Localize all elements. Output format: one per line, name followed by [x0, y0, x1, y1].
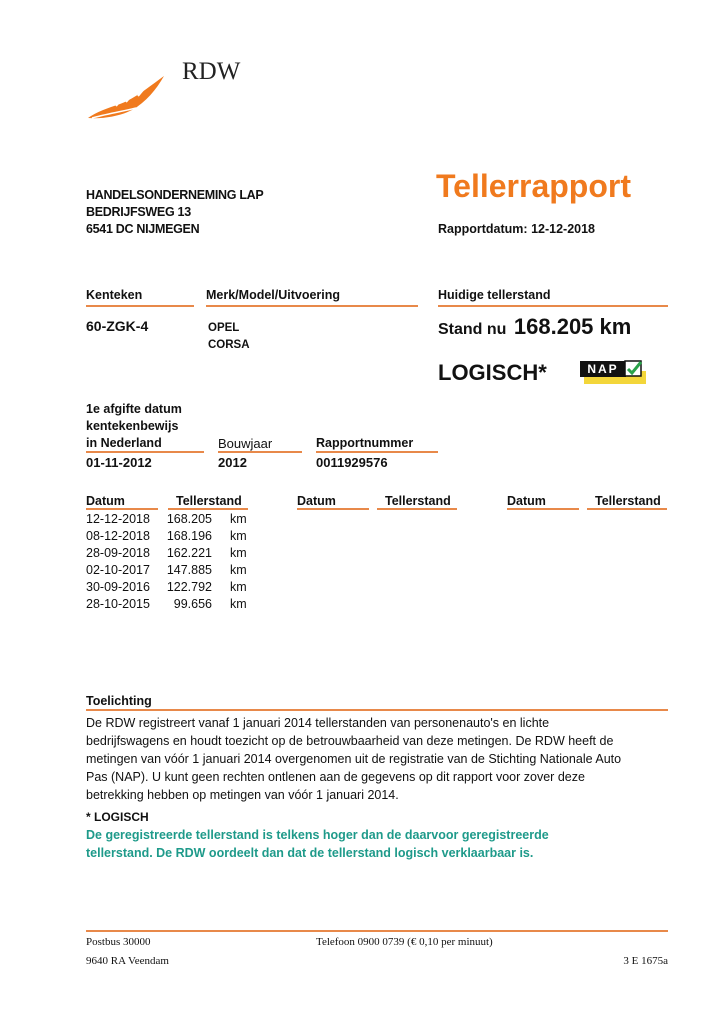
verdict: LOGISCH*: [438, 360, 547, 385]
table-row: [86, 563, 256, 580]
afgifte-value: 01-11-2012: [86, 455, 152, 470]
explanation-heading: Toelichting: [86, 694, 152, 708]
afgifte-label-3: in Nederland: [86, 436, 162, 450]
history-rule-teller-1: [168, 508, 248, 510]
row-date: 30-09-2016: [86, 580, 150, 594]
explanation-line: Pas (NAP). U kunt geen rechten ontlenen aan de gegevens op dit rapport voor zover deze: [86, 770, 585, 784]
row-unit: km: [230, 529, 247, 543]
sender-line-1: HANDELSONDERNEMING LAP: [86, 188, 264, 202]
afgifte-label-1: 1e afgifte datum: [86, 402, 182, 416]
history-rule-datum-2: [297, 508, 369, 510]
history-table: [86, 512, 266, 622]
afgifte-label-2: kentekenbewijs: [86, 419, 179, 433]
bouwjaar-label: Bouwjaar: [218, 436, 273, 451]
table-row: [86, 580, 256, 597]
footnote-line: tellerstand. De RDW oordeelt dan dat de tellerstand logisch verklaarbaar is.: [86, 846, 534, 860]
bouwjaar-rule: [218, 451, 302, 453]
sender-line-2: BEDRIJFSWEG 13: [86, 205, 191, 219]
footnote-line: De geregistreerde tellerstand is telkens hoger dan de daarvoor geregistreerde: [86, 828, 549, 842]
explanation-line: De RDW registreert vanaf 1 januari 2014 tellerstanden van personenauto's en lichte: [86, 716, 550, 730]
explanation-line: bedrijfswagens en houdt toezicht op de betrouwbaarheid van deze metingen. De RDW heeft de: [86, 734, 614, 748]
row-date: 08-12-2018: [86, 529, 150, 543]
table-row: [86, 546, 256, 563]
row-value: 99.656: [173, 597, 212, 611]
nap-badge: NAP: [580, 361, 626, 377]
kenteken-label: Kenteken: [86, 288, 143, 302]
history-rule-datum-1: [86, 508, 158, 510]
rdw-logo: [86, 58, 256, 122]
sender-line-3: 6541 DC NIJMEGEN: [86, 222, 200, 236]
rapport-rule: [316, 451, 438, 453]
history-rule-teller-2: [377, 508, 457, 510]
check-icon: [624, 359, 644, 379]
merk-label: Merk/Model/Uitvoering: [206, 288, 341, 302]
footer-phone: Telefoon 0900 0739 (€ 0,10 per minuut): [316, 936, 493, 948]
footer-postbus: Postbus 30000: [86, 936, 151, 948]
row-unit: km: [230, 512, 247, 526]
row-unit: km: [230, 563, 247, 577]
stand-prefix: Stand nu: [438, 321, 507, 338]
footnote-label: * LOGISCH: [86, 810, 149, 824]
history-col-teller-2: Tellerstand: [385, 494, 451, 508]
row-value: 162.221: [166, 546, 212, 560]
history-col-datum-1: Datum: [86, 494, 125, 508]
stand-rule: [438, 305, 668, 307]
explanation-text: [86, 714, 676, 804]
history-col-datum-2: Datum: [297, 494, 336, 508]
history-col-datum-3: Datum: [507, 494, 546, 508]
feather-icon: [86, 72, 176, 122]
report-date: [438, 222, 595, 236]
history-rule-datum-3: [507, 508, 579, 510]
footer-code: 3 E 1675a: [623, 955, 668, 967]
history-rule-teller-3: [587, 508, 667, 510]
kenteken-rule: [86, 305, 194, 307]
history-col-teller-3: Tellerstand: [595, 494, 661, 508]
row-value: 168.196: [166, 529, 212, 543]
bouwjaar-value: 2012: [218, 455, 247, 470]
kenteken-value: 60-ZGK-4: [86, 318, 149, 334]
row-value: 122.792: [166, 580, 212, 594]
row-unit: km: [230, 597, 247, 611]
stand-value: 168.205 km: [513, 314, 632, 339]
explanation-rule: [86, 709, 668, 711]
row-value: 147.885: [166, 563, 212, 577]
row-unit: km: [230, 580, 247, 594]
brand-name: RDW: [182, 58, 241, 85]
row-date: 28-09-2018: [86, 546, 150, 560]
merk-value: OPEL: [208, 322, 240, 334]
explanation-line: betrekking hebben op metingen van vóór 1 januari 2014.: [86, 788, 399, 802]
stand-label: Huidige tellerstand: [438, 288, 551, 302]
row-unit: km: [230, 546, 247, 560]
row-date: 02-10-2017: [86, 563, 150, 577]
model-value: CORSA: [208, 339, 250, 351]
table-row: [86, 597, 256, 614]
report-date-label: Rapportdatum:: [438, 222, 528, 236]
explanation-line: metingen van vóór 1 januari 2014 overgenomen uit de registratie van de Stichting Nationale Auto: [86, 752, 622, 766]
row-date: 28-10-2015: [86, 597, 150, 611]
row-value: 168.205: [166, 512, 212, 526]
merk-rule: [206, 305, 418, 307]
footnote-text: [86, 826, 676, 862]
row-date: 12-12-2018: [86, 512, 150, 526]
footer-rule: [86, 930, 668, 932]
table-row: [86, 512, 256, 529]
rapport-label: Rapportnummer: [316, 436, 414, 450]
report-date-value: 12-12-2018: [531, 222, 596, 236]
nap-logo: [580, 361, 646, 385]
history-col-teller-1: Tellerstand: [176, 494, 242, 508]
current-stand: [438, 314, 631, 340]
footer-city: 9640 RA Veendam: [86, 955, 169, 967]
afgifte-rule: [86, 451, 204, 453]
report-title: Tellerrapport: [436, 168, 631, 204]
table-row: [86, 529, 256, 546]
rapport-value: 0011929576: [316, 455, 388, 470]
